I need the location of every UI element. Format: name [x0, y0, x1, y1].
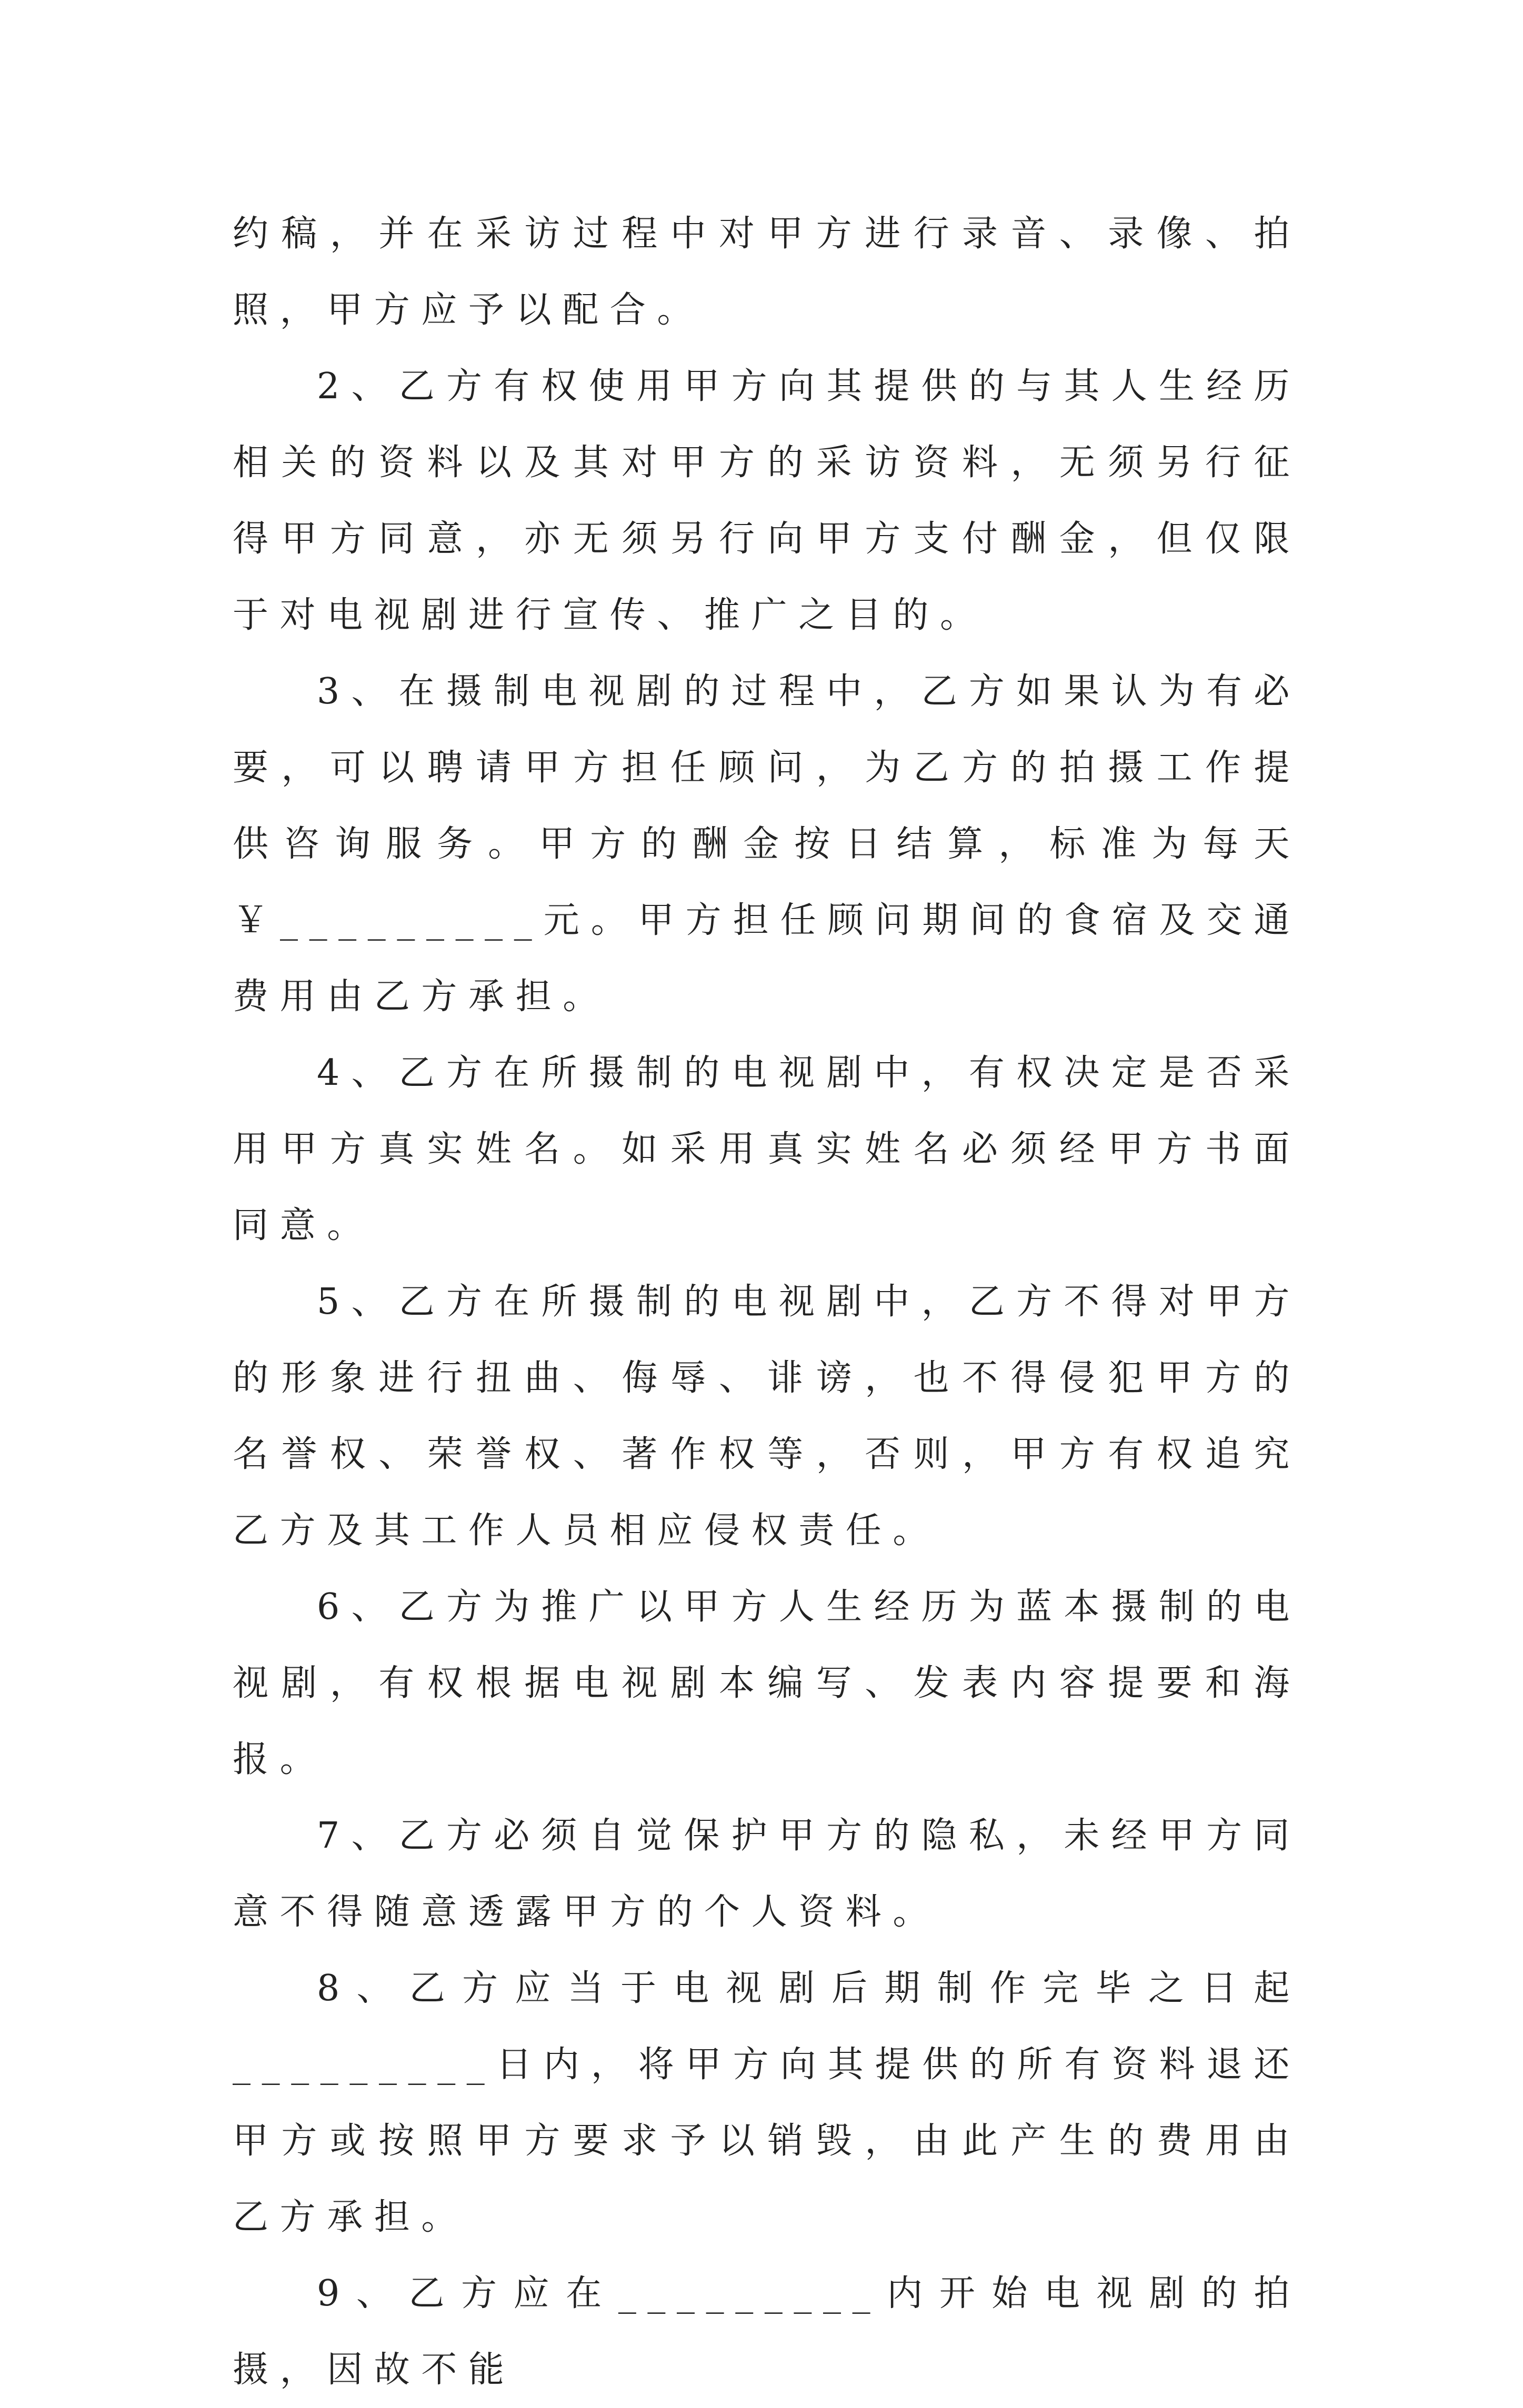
clause-8: 8、乙方应当于电视剧后期制作完毕之日起_________日内，将甲方向其提供的所有资料退还甲方或按照甲方要求予以销毁，由此产生的费用由乙方承担。	[233, 1968, 1301, 2238]
paragraph-continued: 约稿，并在采访过程中对甲方进行录音、录像、拍照，甲方应予以配合。	[233, 213, 1301, 331]
clause-7: 7、乙方必须自觉保护甲方的隐私，未经甲方同意不得随意透露甲方的个人资料。	[233, 1815, 1301, 1933]
clause-5: 5、乙方在所摄制的电视剧中，乙方不得对甲方的形象进行扭曲、侮辱、诽谤，也不得侵犯甲方的名誉权、荣誉权、著作权等，否则，甲方有权追究乙方及其工作人员相应侵权责任。	[233, 1281, 1301, 1551]
document-body	[233, 196, 1301, 2408]
clause-9: 9、乙方应在_________内开始电视剧的拍摄，因故不能	[233, 2273, 1301, 2391]
clause-2: 2、乙方有权使用甲方向其提供的与其人生经历相关的资料以及其对甲方的采访资料，无须另行征得甲方同意，亦无须另行向甲方支付酬金，但仅限于对电视剧进行宣传、推广之目的。	[233, 366, 1301, 636]
clause-6: 6、乙方为推广以甲方人生经历为蓝本摄制的电视剧，有权根据电视剧本编写、发表内容提要和海报。	[233, 1586, 1301, 1780]
clause-3: 3、在摄制电视剧的过程中，乙方如果认为有必要，可以聘请甲方担任顾问，为乙方的拍摄工作提供咨询服务。甲方的酬金按日结算，标准为每天￥_________元。甲方担任顾问期间的食宿及交通费用由乙方承担。	[233, 671, 1301, 1017]
clause-4: 4、乙方在所摄制的电视剧中，有权决定是否采用甲方真实姓名。如采用真实姓名必须经甲方书面同意。	[233, 1052, 1301, 1246]
